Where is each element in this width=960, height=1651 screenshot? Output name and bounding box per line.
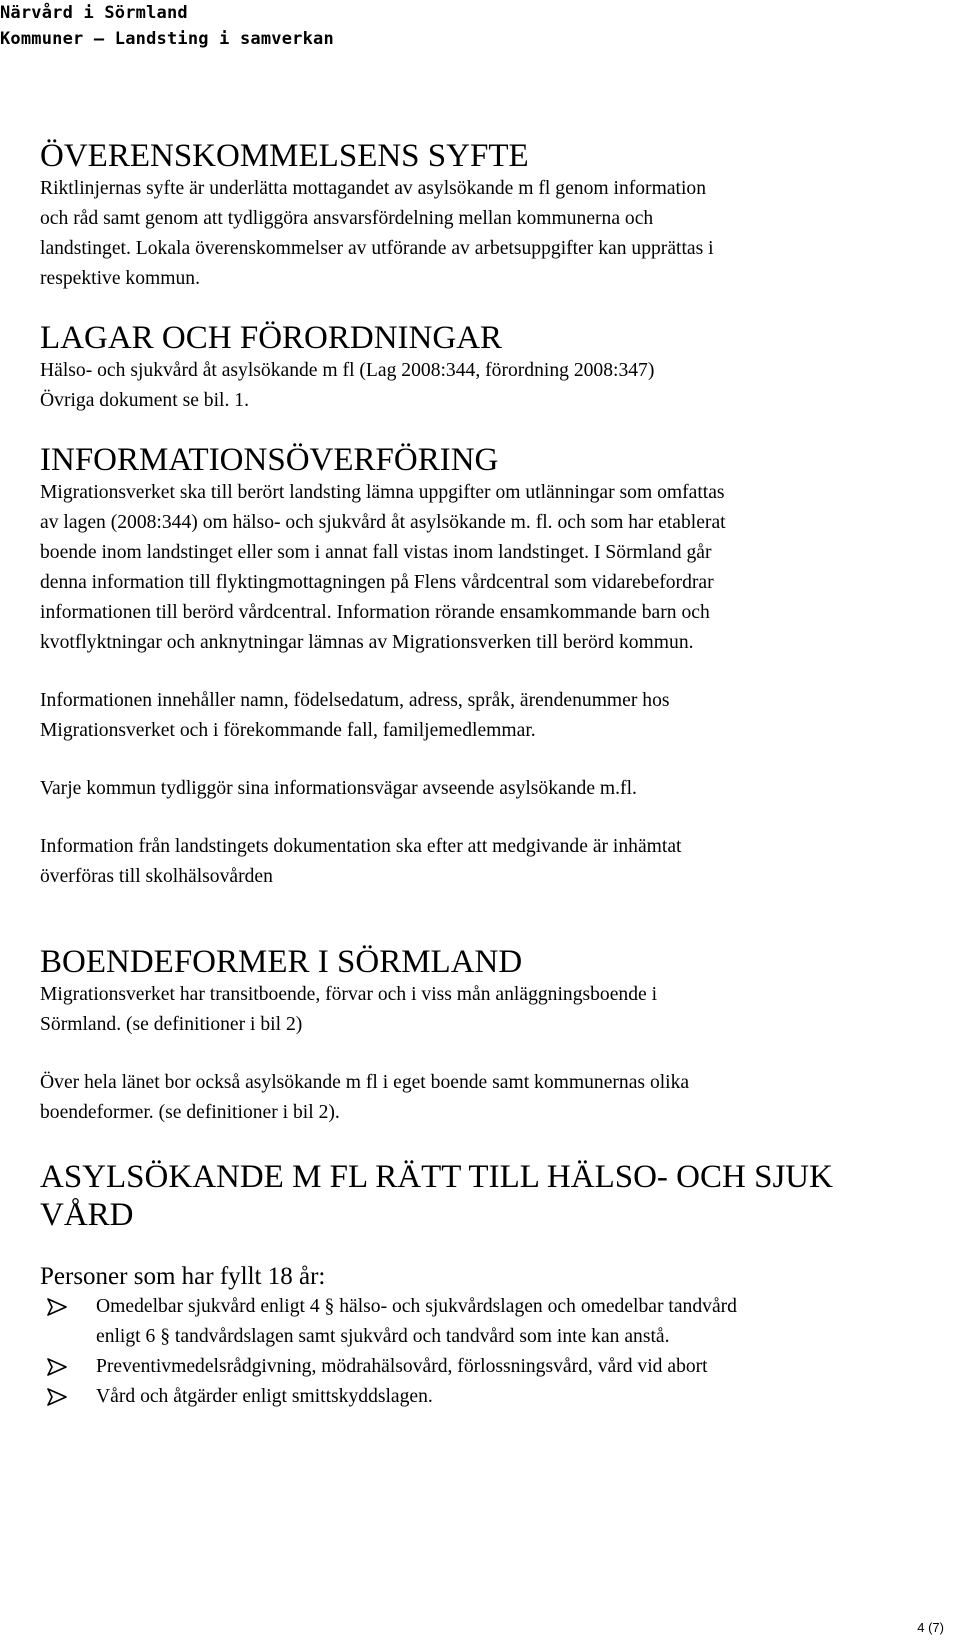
- paragraph: [40, 832, 940, 892]
- list-item: [40, 1352, 940, 1382]
- paragraph: [40, 1068, 940, 1128]
- section-boendeformer: [40, 944, 940, 1128]
- text-line: Informationen innehåller namn, födelsedatum, adress, språk, ärendenummer hos: [40, 690, 670, 711]
- arrowhead-bullet-icon: [46, 1298, 68, 1316]
- header-title: Närvård i Sörmland: [0, 3, 188, 23]
- bullet-list: [40, 1292, 940, 1412]
- section-informationsoverforing: [40, 442, 940, 892]
- text-line: Omedelbar sjukvård enligt 4 § hälso- och sjukvårdslagen och omedelbar tandvård: [96, 1296, 737, 1317]
- arrowhead-bullet-icon: [46, 1358, 68, 1376]
- list-item: [40, 1292, 940, 1352]
- section-heading: LAGAR OCH FÖRORDNINGAR: [40, 320, 503, 356]
- text-line: Information från landstingets dokumentation ska efter att medgivande är inhämtat: [40, 836, 682, 857]
- paragraph: [40, 174, 940, 294]
- text-line: boendeformer. (se definitioner i bil 2).: [40, 1102, 340, 1123]
- subheading: Personer som har fyllt 18 år:: [40, 1263, 326, 1290]
- text-line: Vård och åtgärder enligt smittskyddslagen.: [96, 1386, 433, 1407]
- text-line: Över hela länet bor också asylsökande m fl i eget boende samt kommunernas olika: [40, 1072, 690, 1093]
- text-line: denna information till flyktingmottagningen på Flens vårdcentral som vidarebefordrar: [40, 572, 714, 593]
- heading-line: VÅRD: [40, 1197, 134, 1233]
- text-line: informationen till berörd vårdcentral. Information rörande ensamkommande barn och: [40, 602, 710, 623]
- text-line: Hälso- och sjukvård åt asylsökande m fl (Lag 2008:344, förordning 2008:347): [40, 360, 655, 381]
- text-line: och råd samt genom att tydliggöra ansvarsfördelning mellan kommunerna och: [40, 208, 654, 229]
- text-line: Varje kommun tydliggör sina informationsvägar avseende asylsökande m.fl.: [40, 778, 637, 799]
- text-line: Migrationsverket och i förekommande fall, familjemedlemmar.: [40, 720, 536, 741]
- text-line: av lagen (2008:344) om hälso- och sjukvård åt asylsökande m. fl. och som har etablerat: [40, 512, 726, 533]
- section-heading: ÖVERENSKOMMELSENS SYFTE: [40, 138, 529, 174]
- text-line: landstinget. Lokala överenskommelser av utförande av arbetsuppgifter kan upprättas i: [40, 238, 714, 259]
- section-heading: INFORMATIONSÖVERFÖRING: [40, 442, 499, 478]
- text-line: Migrationsverket ska till berört landsting lämna uppgifter om utlänningar som omfattas: [40, 482, 725, 503]
- document-header: [0, 0, 334, 52]
- section-ratt-till-vard: [40, 1158, 940, 1412]
- page-number: 4 (7): [917, 1620, 944, 1635]
- text-line: enligt 6 § tandvårdslagen samt sjukvård och tandvård som inte kan anstå.: [96, 1326, 670, 1347]
- section-lagar: [40, 320, 940, 416]
- arrowhead-bullet-icon: [46, 1388, 68, 1406]
- header-subtitle: Kommuner – Landsting i samverkan: [0, 29, 334, 49]
- heading-line: ASYLSÖKANDE M FL RÄTT TILL HÄLSO- OCH SJUK: [40, 1159, 833, 1195]
- section-heading: BOENDEFORMER I SÖRMLAND: [40, 944, 523, 980]
- document-body: [40, 138, 940, 1412]
- text-line: överföras till skolhälsovården: [40, 866, 273, 887]
- list-item: [40, 1382, 940, 1412]
- paragraph: [40, 478, 940, 658]
- paragraph: [40, 980, 940, 1040]
- text-line: Riktlinjernas syfte är underlätta mottagandet av asylsökande m fl genom information: [40, 178, 707, 199]
- text-line: Preventivmedelsrådgivning, mödrahälsovård, förlossningsvård, vård vid abort: [96, 1356, 708, 1377]
- text-line: Migrationsverket har transitboende, förvar och i viss mån anläggningsboende i: [40, 984, 658, 1005]
- paragraph: [40, 774, 940, 804]
- section-syfte: [40, 138, 940, 294]
- text-line: boende inom landstinget eller som i annat fall vistas inom landstinget. I Sörmland går: [40, 542, 712, 563]
- text-line: respektive kommun.: [40, 268, 200, 289]
- paragraph: [40, 686, 940, 746]
- text-line: Sörmland. (se definitioner i bil 2): [40, 1014, 303, 1035]
- text-line: Övriga dokument se bil. 1.: [40, 390, 249, 411]
- section-heading: [40, 1158, 940, 1234]
- text-line: kvotflyktningar och anknytningar lämnas av Migrationsverken till berörd kommun.: [40, 632, 694, 653]
- paragraph: [40, 356, 940, 416]
